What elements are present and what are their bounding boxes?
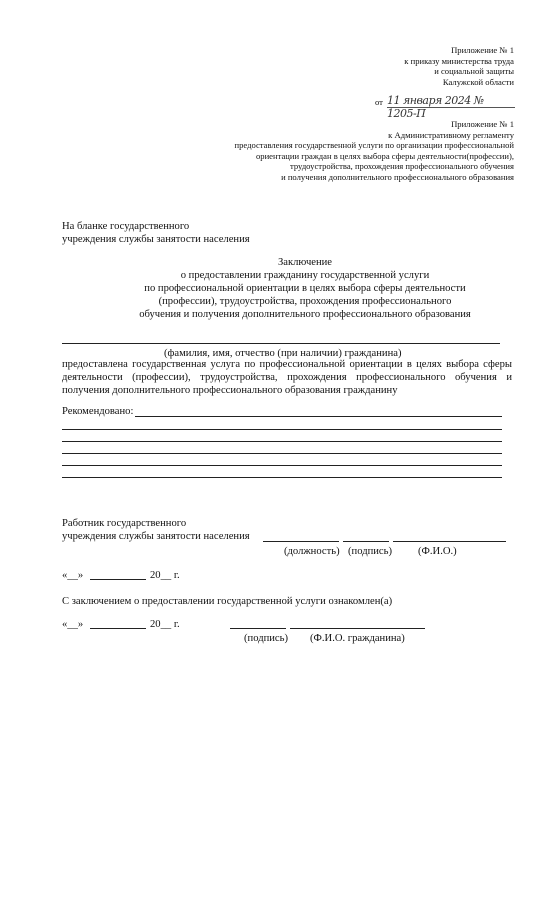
regulation-appendix-line: и получения дополнительного профессионального образования (281, 171, 514, 182)
order-appendix-line: к приказу министерства труда (404, 55, 514, 66)
worker-signature-field[interactable] (343, 541, 389, 542)
order-date-prefix: от (375, 97, 383, 107)
order-appendix-block (404, 45, 514, 87)
regulation-appendix-line: трудоустройства, прохождения профессионального обучения (290, 161, 514, 172)
handwritten-date-number: 11 января 2024 № 1205-П (387, 94, 484, 120)
paragraph-line: получения дополнительного профессионального образования гражданину (62, 385, 398, 396)
signature-caption: (подпись) (348, 546, 392, 557)
paragraph-line: деятельности (профессии), трудоустройства, прохождения профессионального обучения и (62, 372, 512, 383)
letterhead-note (62, 220, 250, 246)
regulation-appendix-line: предоставления государственной услуги по организации профессиональной (234, 140, 514, 151)
date-month-field[interactable] (90, 628, 146, 629)
title-line: по профессиональной ориентации в целях выбора сферы деятельности (144, 283, 466, 294)
order-appendix-line: Приложение № 1 (451, 45, 514, 55)
letterhead-note-line: учреждения службы занятости населения (62, 234, 250, 245)
recommendation-field[interactable] (62, 429, 502, 430)
date-year: 20__ г. (150, 619, 180, 630)
date-year: 20__ г. (150, 570, 180, 581)
date-day: «__» (62, 619, 84, 630)
recommendation-field[interactable] (62, 453, 502, 454)
citizen-name-caption: (фамилия, имя, отчество (при наличии) гражданина) (164, 348, 402, 359)
paragraph-line: предоставлена государственная услуга по профессиональной ориентации в целях выбора сферы (62, 359, 512, 370)
date-day: «__» (62, 570, 84, 581)
order-appendix-line: Калужской области (442, 76, 514, 87)
name-caption: (Ф.И.О.) (418, 546, 457, 557)
citizen-name-caption-bottom: (Ф.И.О. гражданина) (310, 633, 405, 644)
service-paragraph (62, 358, 512, 397)
worker-label (62, 517, 250, 543)
citizen-name-field[interactable] (62, 343, 500, 344)
citizen-signature-caption: (подпись) (244, 633, 288, 644)
order-appendix-line: и социальной защиты (434, 66, 514, 77)
citizen-signature-field[interactable] (230, 628, 286, 629)
regulation-appendix-block (234, 119, 514, 183)
document-title (40, 256, 549, 321)
order-date-number (375, 94, 515, 120)
worker-label-line: учреждения службы занятости населения (62, 531, 250, 542)
acquainted-label: С заключением о предоставлении государственной услуги ознакомлен(а) (62, 596, 393, 607)
recommendation-field[interactable] (62, 477, 502, 478)
regulation-appendix-line: Приложение № 1 (451, 119, 514, 129)
recommendation-field[interactable] (62, 465, 502, 466)
recommendation-field[interactable] (62, 441, 502, 442)
recommended-label: Рекомендовано: (62, 406, 134, 417)
worker-label-line: Работник государственного (62, 518, 187, 529)
worker-position-field[interactable] (263, 541, 339, 542)
citizen-fullname-field[interactable] (290, 628, 425, 629)
regulation-appendix-line: к Административному регламенту (388, 129, 514, 140)
title-line: Заключение (277, 257, 333, 268)
date-month-field[interactable] (90, 579, 146, 580)
title-line: о предоставлении гражданину государственной услуги (180, 270, 430, 281)
title-line: (профессии), трудоустройства, прохождения профессионального (158, 296, 452, 307)
position-caption: (должность) (284, 546, 340, 557)
letterhead-note-line: На бланке государственного (62, 221, 190, 232)
regulation-appendix-line: ориентации граждан в целях выбора сферы деятельности(профессии), (255, 150, 514, 161)
recommendation-field[interactable] (135, 416, 502, 417)
title-line: обучения и получения дополнительного профессионального образования (139, 309, 471, 320)
worker-name-field[interactable] (393, 541, 506, 542)
